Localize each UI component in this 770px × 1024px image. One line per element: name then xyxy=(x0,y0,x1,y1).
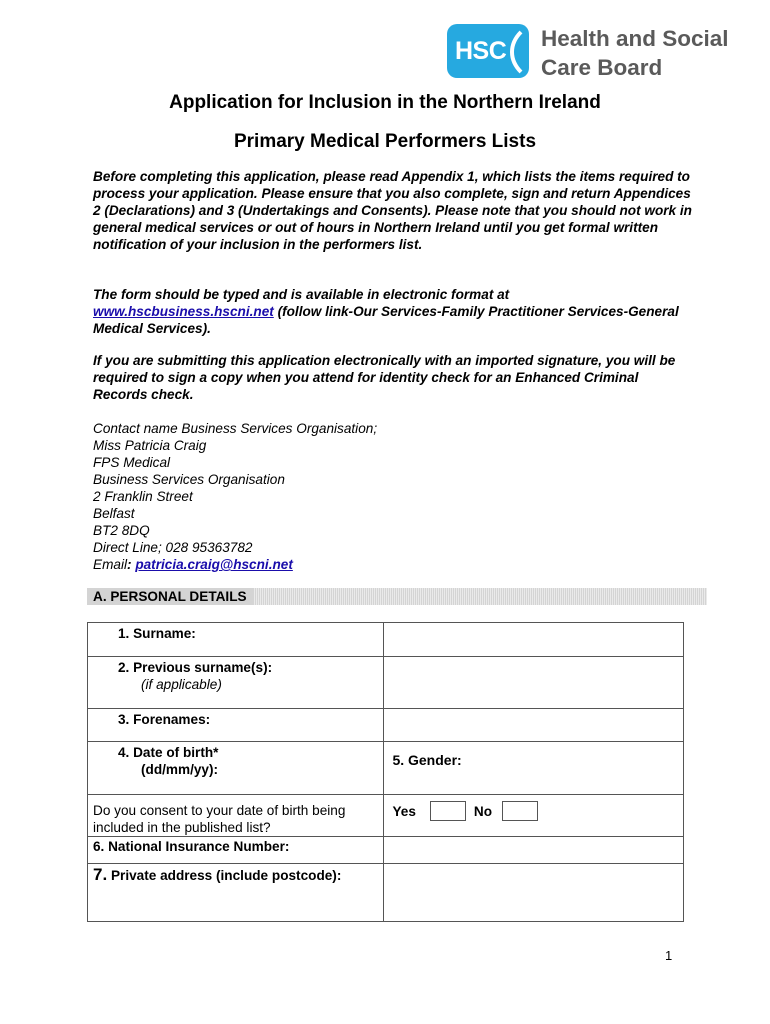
consent-answer-cell xyxy=(384,795,684,837)
surname-label: 1. Surname: xyxy=(118,626,196,641)
contact-email-row xyxy=(93,556,377,573)
address-label-cell xyxy=(88,864,384,922)
yes-label: Yes xyxy=(392,803,416,819)
electronic-text-after: (follow link-Our Services-Family Practitioner Services-General Medical Services). xyxy=(93,304,679,336)
hsc-logo xyxy=(447,24,737,84)
yes-no-group xyxy=(384,795,683,821)
hscbusiness-link[interactable]: www.hscbusiness.hscni.net xyxy=(93,304,274,319)
prev-surname-label-cell xyxy=(88,657,384,709)
hsc-badge: HSC xyxy=(447,24,529,78)
email-colon: : xyxy=(127,557,132,572)
contact-org: Business Services Organisation xyxy=(93,472,285,487)
consent-question: Do you consent to your date of birth being included in the published list? xyxy=(93,803,346,835)
contact-dept: FPS Medical xyxy=(93,455,171,470)
swoosh-icon xyxy=(501,30,531,74)
personal-details-table xyxy=(87,622,684,922)
ni-number-label: 6. National Insurance Number: xyxy=(93,839,290,854)
table-row xyxy=(88,864,684,922)
section-a-heading: A. PERSONAL DETAILS xyxy=(87,588,253,605)
table-row xyxy=(88,837,684,864)
contact-name: Miss Patricia Craig xyxy=(93,438,207,453)
logo-text xyxy=(541,24,741,82)
prev-surname-note: (if applicable) xyxy=(141,677,222,692)
email-label: Email xyxy=(93,557,127,572)
electronic-format-paragraph xyxy=(93,286,693,337)
forenames-label: 3. Forenames: xyxy=(118,712,211,727)
contact-postcode: BT2 8DQ xyxy=(93,523,150,538)
logo-line2: Care Board xyxy=(541,55,663,80)
electronic-text-before: The form should be typed and is available in electronic format at xyxy=(93,287,510,302)
page-subtitle: Primary Medical Performers Lists xyxy=(233,131,537,152)
gender-cell[interactable] xyxy=(384,742,684,795)
forenames-field[interactable] xyxy=(384,709,684,742)
address-number: 7. xyxy=(93,865,108,884)
surname-field[interactable] xyxy=(384,623,684,657)
contact-heading: Contact name Business Services Organisation; xyxy=(93,421,378,436)
ni-label-cell xyxy=(88,837,384,864)
yes-checkbox[interactable] xyxy=(430,801,466,821)
email-link[interactable]: patricia.craig@hscni.net xyxy=(135,557,293,572)
consent-cell xyxy=(88,795,384,837)
address-field[interactable] xyxy=(384,864,684,922)
dob-format: (dd/mm/yy): xyxy=(141,762,219,777)
logo-line1: Health and Social xyxy=(541,26,729,51)
table-row xyxy=(88,657,684,709)
address-label xyxy=(88,864,383,885)
ni-number-field[interactable] xyxy=(384,837,684,864)
table-row xyxy=(88,623,684,657)
dob-label: 4. Date of birth* xyxy=(118,745,219,760)
page-number: 1 xyxy=(665,948,673,963)
surname-label-cell xyxy=(88,623,384,657)
prev-surname-field[interactable] xyxy=(384,657,684,709)
table-row xyxy=(88,742,684,795)
prev-surname-label: 2. Previous surname(s): xyxy=(118,660,273,675)
signature-note: If you are submitting this application electronically with an imported signature, you will be required to sign a copy when you attend for identity check for an Enhanced Criminal Records check. xyxy=(93,353,676,402)
contact-city: Belfast xyxy=(93,506,135,521)
contact-phone: Direct Line; 028 95363782 xyxy=(93,540,253,555)
contact-block xyxy=(93,420,377,573)
gender-label: 5. Gender: xyxy=(392,752,462,768)
contact-street: 2 Franklin Street xyxy=(93,489,193,504)
table-row xyxy=(88,795,684,837)
dob-label-cell[interactable] xyxy=(88,742,384,795)
address-label-text: Private address (include postcode): xyxy=(107,868,342,883)
table-row xyxy=(88,709,684,742)
intro-paragraph: Before completing this application, please read Appendix 1, which lists the items required to process your application. Please ensure that you also complete, sign and return Appendices 2 (Declarations) and 3 (Undertakings and Consents). Please note that you should not work in general medical services or out of hours in Northern Ireland until you get formal written notification of your inclusion in the performers list. xyxy=(93,169,692,252)
forenames-label-cell xyxy=(88,709,384,742)
no-checkbox[interactable] xyxy=(502,801,538,821)
page-title: Application for Inclusion in the Northern Ireland xyxy=(169,92,601,113)
no-label: No xyxy=(473,803,492,819)
